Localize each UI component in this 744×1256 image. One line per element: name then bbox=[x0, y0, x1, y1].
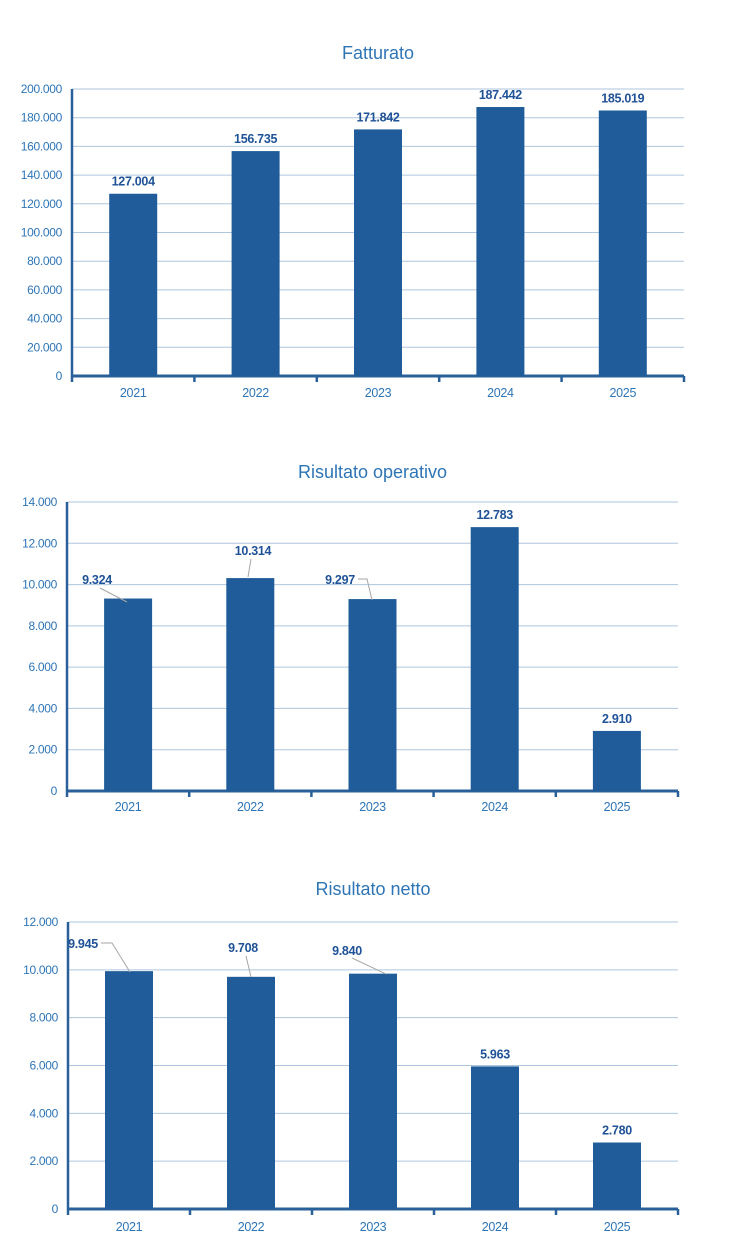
risultato-netto-chart bbox=[0, 868, 744, 1256]
x-category-label: 2022 bbox=[237, 1220, 265, 1234]
risultato-netto-chart-canvas bbox=[0, 868, 744, 1256]
x-category-label: 2024 bbox=[487, 386, 514, 400]
y-axis-tick-label: 200.000 bbox=[20, 82, 62, 96]
y-axis-tick-label: 4.000 bbox=[29, 1106, 58, 1121]
y-axis-tick-label: 0 bbox=[50, 784, 57, 798]
risultato-operativo-chart bbox=[0, 450, 744, 825]
bar-value-label: 12.783 bbox=[476, 508, 513, 523]
bar-value-label: 9.708 bbox=[228, 941, 258, 955]
bar-2025 bbox=[593, 1143, 641, 1209]
bar-value-label: 127.004 bbox=[111, 174, 155, 189]
y-axis-tick-label: 80.000 bbox=[27, 254, 62, 269]
leader-line bbox=[248, 559, 251, 577]
x-category-label: 2021 bbox=[119, 386, 147, 400]
x-category-label: 2023 bbox=[364, 386, 392, 400]
leader-line bbox=[101, 943, 130, 972]
bar-2021 bbox=[104, 599, 152, 791]
bar-value-label: 9.840 bbox=[332, 944, 362, 958]
y-axis-tick-label: 14.000 bbox=[22, 495, 57, 509]
bar-2022 bbox=[232, 151, 280, 376]
bar-2021 bbox=[105, 971, 153, 1209]
x-category-label: 2025 bbox=[603, 800, 631, 814]
bar-2025 bbox=[593, 731, 641, 791]
y-axis-tick-label: 140.000 bbox=[20, 168, 62, 183]
bar-2022 bbox=[226, 578, 274, 791]
leader-line bbox=[246, 956, 251, 977]
bar-value-label: 2.910 bbox=[602, 711, 632, 726]
y-axis-tick-label: 100.000 bbox=[20, 225, 62, 240]
fatturato-chart-canvas bbox=[0, 0, 744, 410]
leader-line bbox=[358, 579, 372, 600]
bar-value-label: 9.324 bbox=[82, 573, 112, 587]
y-axis-tick-label: 8.000 bbox=[28, 618, 57, 633]
y-axis-tick-label: 40.000 bbox=[27, 311, 62, 326]
bar-value-label: 9.297 bbox=[325, 573, 355, 587]
x-category-label: 2021 bbox=[115, 1220, 143, 1234]
bar-2024 bbox=[471, 1066, 519, 1209]
chart-title: Risultato netto bbox=[315, 879, 431, 899]
bar-2024 bbox=[476, 107, 524, 376]
y-axis-tick-label: 120.000 bbox=[20, 196, 62, 211]
x-category-label: 2025 bbox=[603, 1220, 631, 1234]
fatturato-chart bbox=[0, 0, 744, 410]
bar-2022 bbox=[227, 977, 275, 1209]
y-axis-tick-label: 6.000 bbox=[28, 660, 57, 675]
bar-2021 bbox=[109, 194, 157, 376]
y-axis-tick-label: 2.000 bbox=[29, 1154, 58, 1169]
y-axis-tick-label: 4.000 bbox=[28, 701, 57, 716]
bar-value-label: 156.735 bbox=[234, 132, 278, 147]
y-axis-tick-label: 60.000 bbox=[27, 282, 62, 297]
bar-2023 bbox=[349, 974, 397, 1209]
y-axis-tick-label: 12.000 bbox=[22, 536, 57, 551]
bar-value-label: 187.442 bbox=[478, 88, 522, 103]
y-axis-tick-label: 160.000 bbox=[20, 139, 62, 154]
bar-value-label: 10.314 bbox=[234, 544, 272, 558]
y-axis-tick-label: 10.000 bbox=[23, 962, 58, 977]
y-axis-tick-label: 8.000 bbox=[29, 1010, 58, 1025]
x-category-label: 2024 bbox=[481, 1220, 509, 1234]
x-category-label: 2023 bbox=[359, 800, 386, 814]
y-axis-tick-label: 0 bbox=[51, 1202, 58, 1216]
y-axis-tick-label: 6.000 bbox=[29, 1058, 58, 1073]
y-axis-tick-label: 2.000 bbox=[28, 742, 57, 757]
y-axis-tick-label: 12.000 bbox=[23, 915, 58, 929]
chart-title: Risultato operativo bbox=[297, 462, 448, 482]
leader-line bbox=[352, 958, 386, 974]
risultato-operativo-chart-canvas bbox=[0, 450, 744, 825]
x-category-label: 2022 bbox=[236, 800, 264, 814]
x-category-label: 2022 bbox=[242, 386, 269, 400]
bar-2025 bbox=[599, 110, 647, 376]
bar-value-label: 185.019 bbox=[601, 91, 645, 106]
x-category-label: 2025 bbox=[609, 386, 637, 400]
bar-2023 bbox=[349, 599, 397, 791]
x-category-label: 2024 bbox=[481, 800, 509, 814]
x-category-label: 2021 bbox=[114, 800, 142, 814]
x-category-label: 2023 bbox=[359, 1220, 387, 1234]
bar-2023 bbox=[354, 129, 402, 376]
bar-2024 bbox=[471, 527, 519, 791]
chart-title: Fatturato bbox=[341, 43, 415, 63]
y-axis-tick-label: 0 bbox=[55, 369, 62, 383]
y-axis-tick-label: 180.000 bbox=[20, 110, 62, 125]
bar-value-label: 5.963 bbox=[480, 1047, 510, 1062]
y-axis-tick-label: 10.000 bbox=[22, 577, 57, 592]
y-axis-tick-label: 20.000 bbox=[27, 340, 62, 355]
bar-value-label: 171.842 bbox=[356, 110, 400, 125]
bar-value-label: 2.780 bbox=[602, 1123, 632, 1138]
bar-value-label: 9.945 bbox=[68, 937, 98, 951]
